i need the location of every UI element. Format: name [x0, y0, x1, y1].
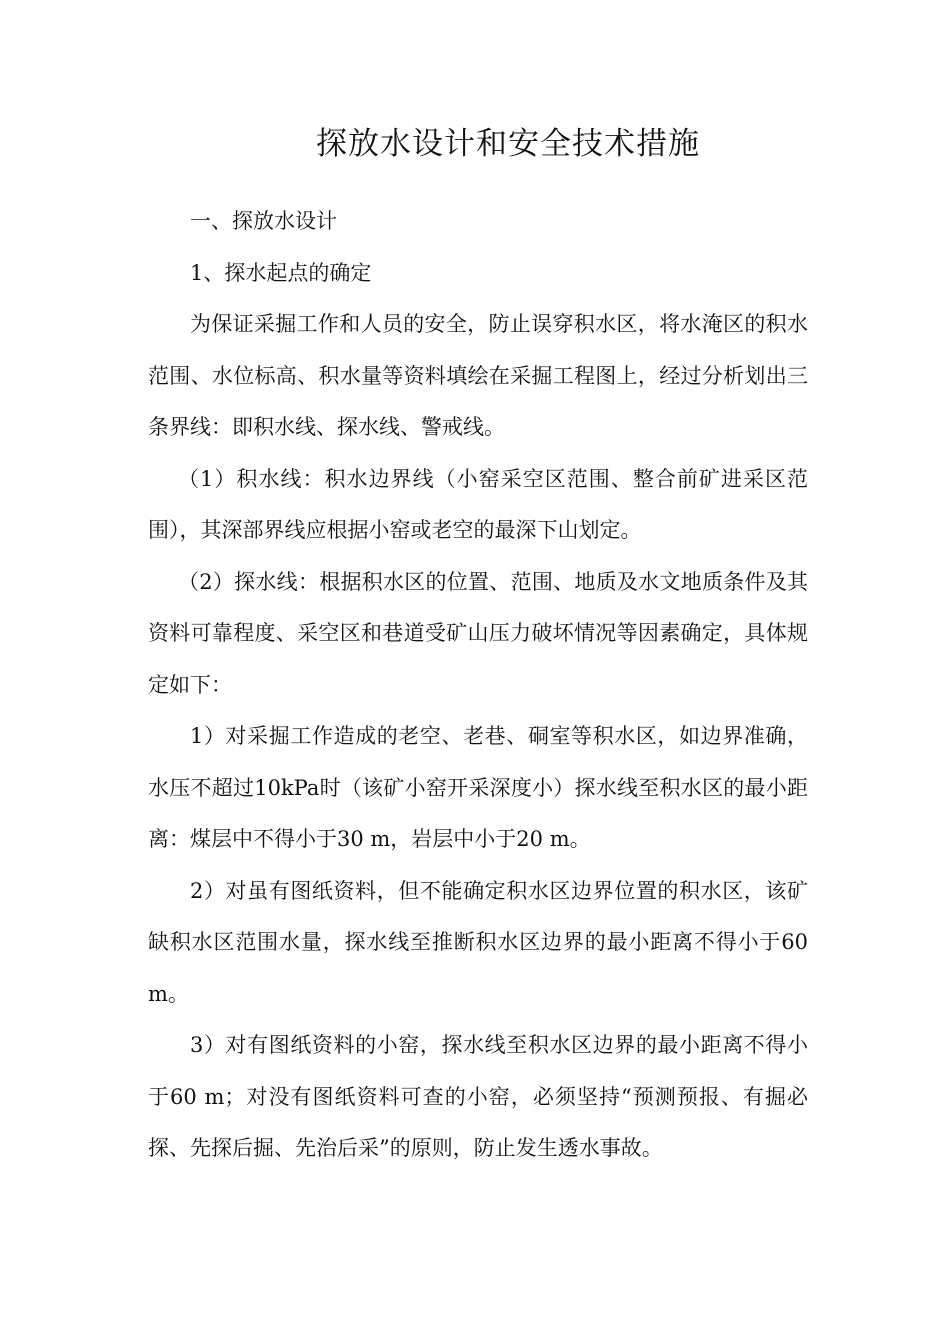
paragraph-intro: 为保证采掘工作和人员的安全，防止误穿积水区，将水淹区的积水范围、水位标高、积水量等资料填绘在采掘工程图上，经过分析划出三条界线：即积水线、探水线、警戒线。	[148, 312, 808, 439]
document-title: 探放水设计和安全技术措施	[316, 126, 700, 162]
paragraph-water-line: （1）积水线：积水边界线（小窑采空区范围、整合前矿进采区范围），其深部界线应根据小窑或老空的最深下山划定。	[148, 466, 808, 542]
paragraph-rule-1: 1）对采掘工作造成的老空、老巷、硐室等积水区，如边界准确，水压不超过10kPa时（该矿小窑开采深度小）探水线至积水区的最小距离：煤层中不得小于30 m，岩层中小于20 m。	[148, 724, 808, 851]
paragraph-rule-2: 2）对虽有图纸资料，但不能确定积水区边界位置的积水区，该矿缺积水区范围水量，探水线至推断积水区边界的最小距离不得小于60 m。	[148, 878, 808, 1006]
paragraph-rule-3: 3）对有图纸资料的小窑，探水线至积水区边界的最小距离不得小于60 m；对没有图纸资料可查的小窑，必须坚持“预测预报、有掘必探、先探后掘、先治后采”的原则，防止发生透水事故。	[148, 1033, 808, 1160]
paragraph-probe-line: （2）探水线：根据积水区的位置、范围、地质及水文地质条件及其资料可靠程度、采空区和巷道受矿山压力破坏情况等因素确定，具体规定如下：	[148, 569, 808, 697]
document-body	[148, 196, 808, 1175]
section-heading-1: 一、探放水设计	[190, 209, 337, 233]
subsection-heading-1: 1、探水起点的确定	[190, 260, 372, 285]
